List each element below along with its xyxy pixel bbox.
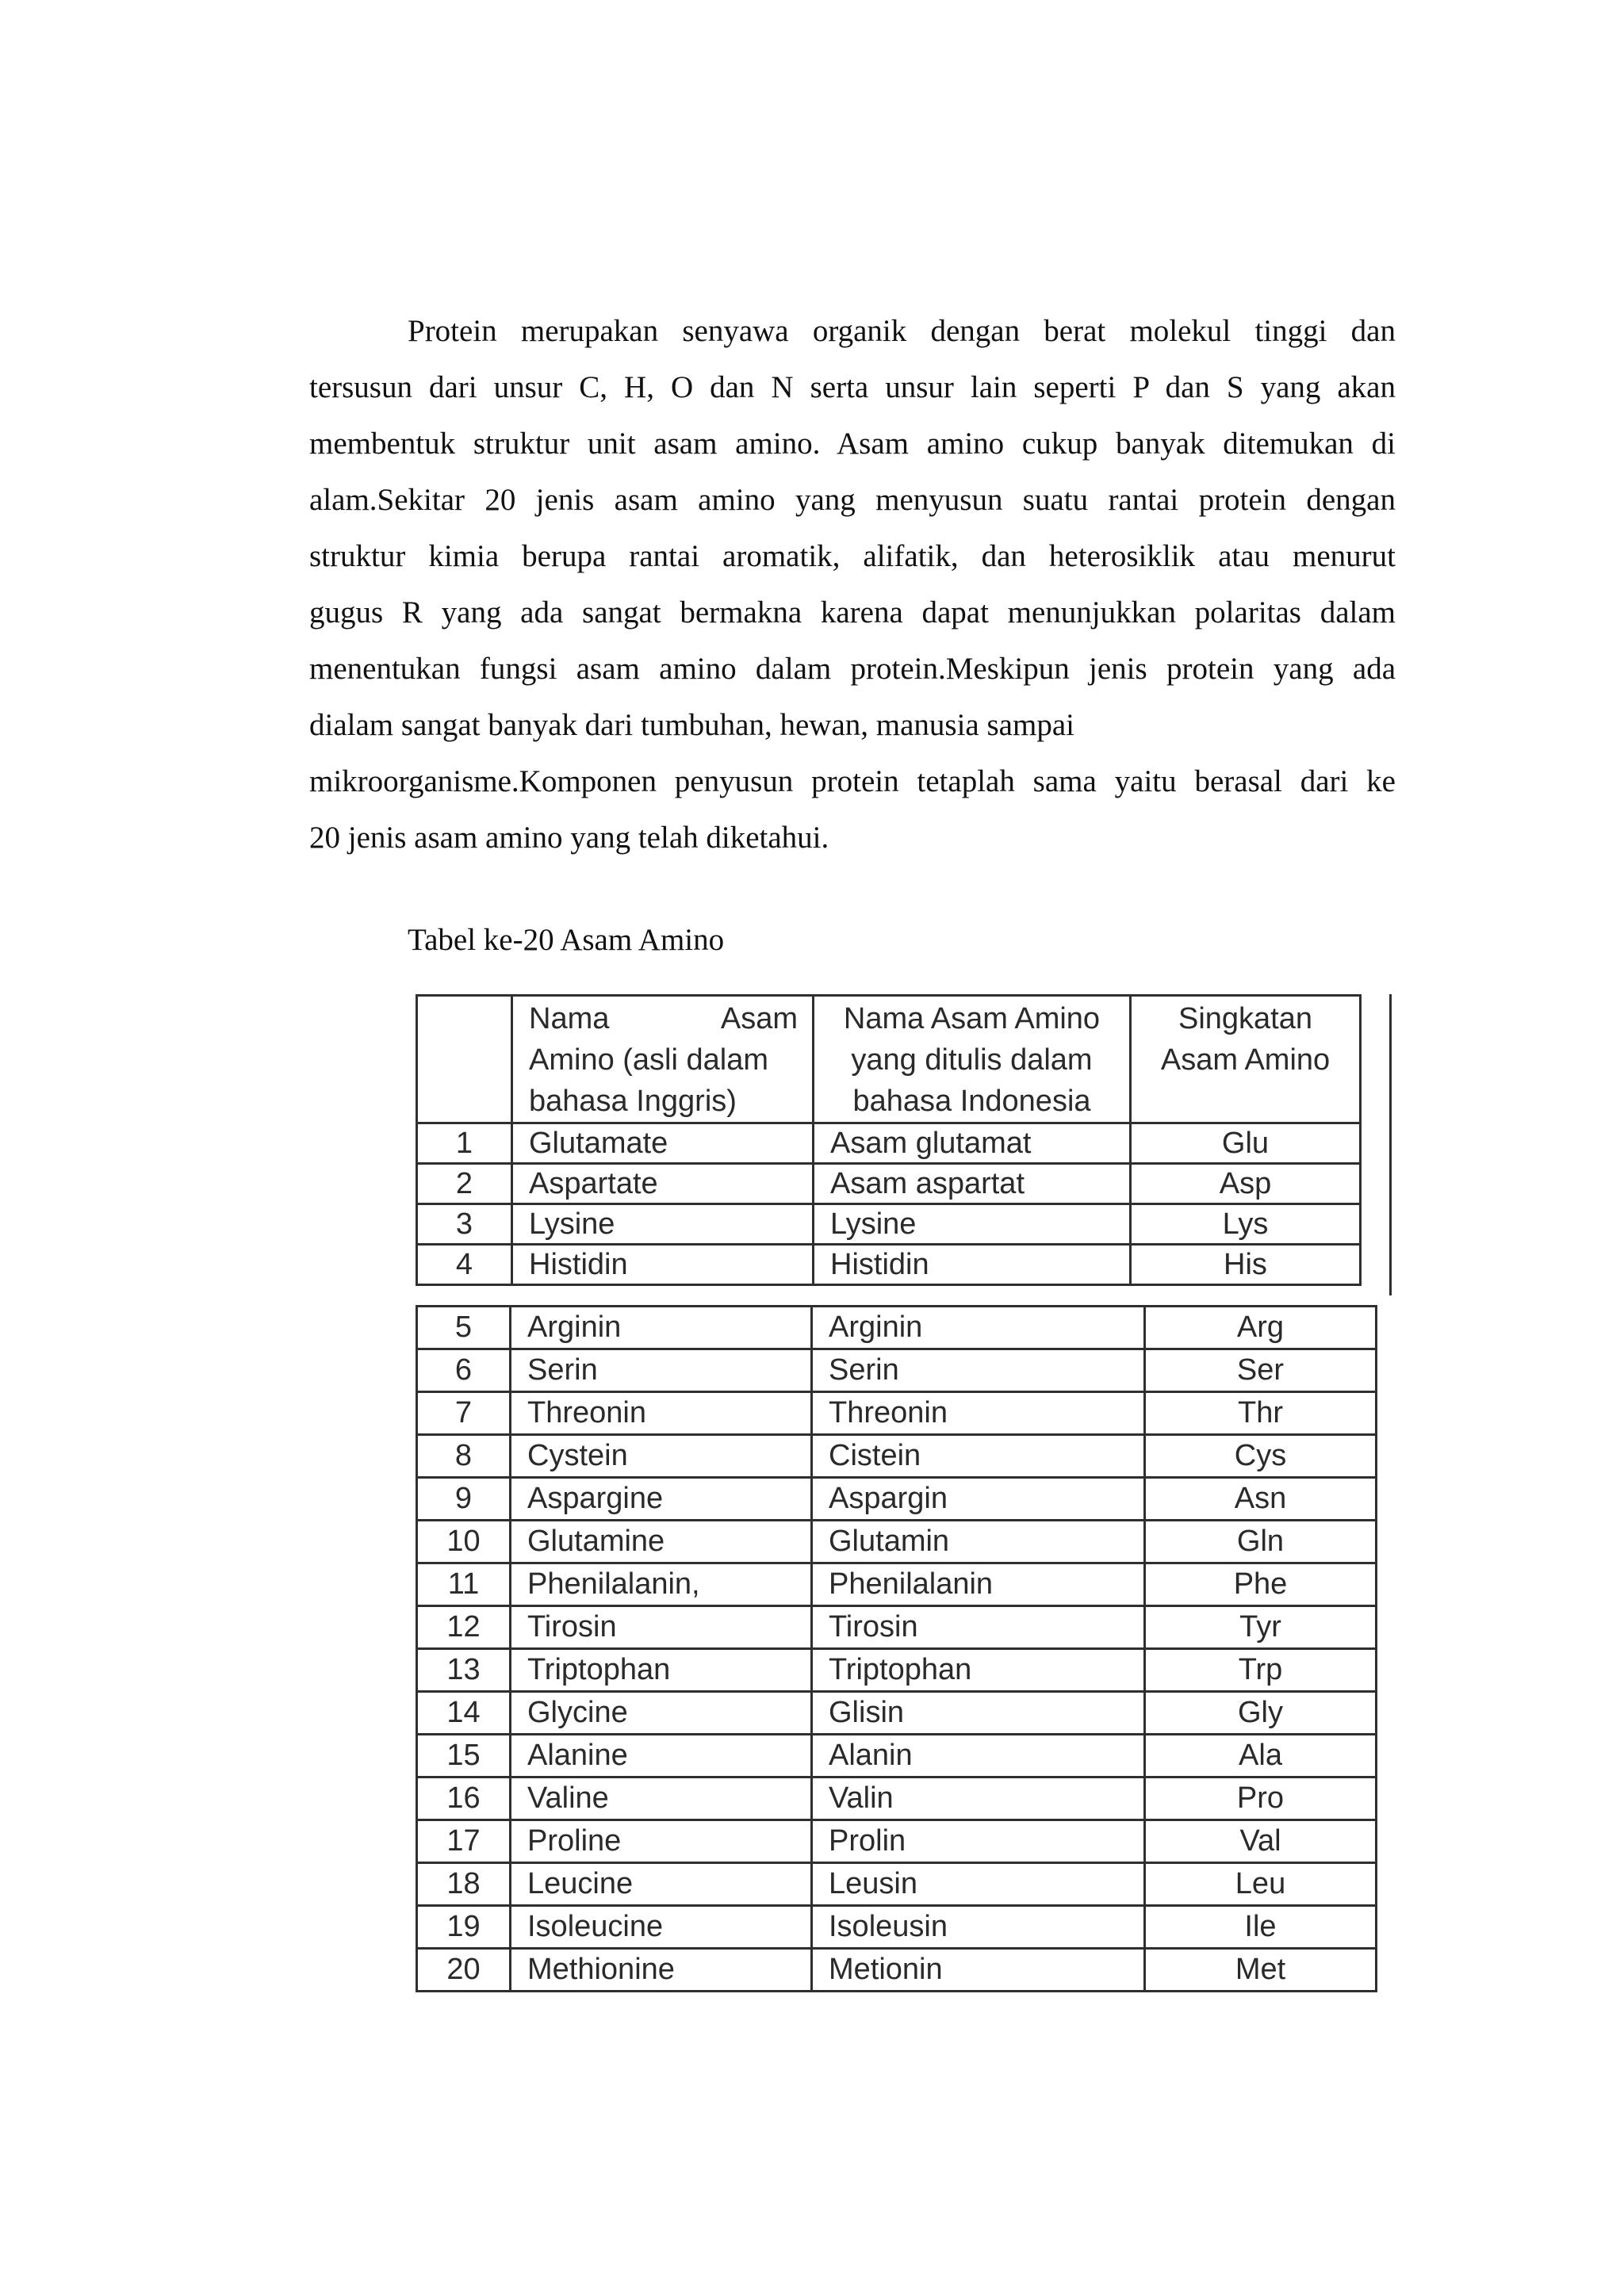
cell-indonesian-name: Isoleusin (812, 1906, 1145, 1949)
cell-indonesian-name: Metionin (812, 1949, 1145, 1992)
cell-number: 8 (417, 1435, 511, 1478)
cell-number: 4 (417, 1245, 512, 1285)
paragraph-line: gugus R yang ada sangat bermakna karena dapat menunjukkan polaritas dalam (309, 595, 1396, 629)
cell-english-name: Methionine (511, 1949, 812, 1992)
cell-abbreviation: Cys (1145, 1435, 1377, 1478)
cell-english-name: Proline (511, 1820, 812, 1863)
cell-indonesian-name: Phenilalanin (812, 1563, 1145, 1606)
table-row (417, 1478, 1377, 1521)
header-line: Singkatan (1178, 1002, 1312, 1035)
table-row (417, 1563, 1377, 1606)
table-row (417, 1906, 1377, 1949)
cell-abbreviation: Phe (1145, 1563, 1377, 1606)
cell-english-name: Glutamine (511, 1521, 812, 1563)
table-row (417, 1123, 1361, 1164)
amino-acid-table-top (416, 994, 1362, 1286)
cell-abbreviation: His (1131, 1245, 1361, 1285)
cell-abbreviation: Arg (1145, 1307, 1377, 1349)
cell-number: 14 (417, 1692, 511, 1735)
header-line: bahasa Indonesia (852, 1085, 1091, 1118)
cell-number: 15 (417, 1735, 511, 1777)
table-row (417, 1863, 1377, 1906)
cell-abbreviation: Ser (1145, 1349, 1377, 1392)
body-paragraph (309, 303, 1396, 866)
cell-number: 13 (417, 1649, 511, 1692)
table-row (417, 1349, 1377, 1392)
cell-indonesian-name: Leusin (812, 1863, 1145, 1906)
cell-english-name: Glycine (511, 1692, 812, 1735)
header-cell-abbreviation (1131, 996, 1361, 1123)
cell-number: 20 (417, 1949, 511, 1992)
table-row (417, 1164, 1361, 1204)
table-row (417, 1692, 1377, 1735)
cell-abbreviation: Pro (1145, 1777, 1377, 1820)
table-row (417, 1820, 1377, 1863)
header-cell-indonesian-name (814, 996, 1131, 1123)
cell-english-name: Triptophan (511, 1649, 812, 1692)
cell-english-name: Phenilalanin, (511, 1563, 812, 1606)
cell-abbreviation: Trp (1145, 1649, 1377, 1692)
cell-abbreviation: Asn (1145, 1478, 1377, 1521)
paragraph-line: tersusun dari unsur C, H, O dan N serta unsur lain seperti P dan S yang akan (309, 370, 1396, 404)
cell-indonesian-name: Cistein (812, 1435, 1145, 1478)
table-row (417, 1735, 1377, 1777)
paragraph-line: struktur kimia berupa rantai aromatik, alifatik, dan heterosiklik atau menurut (309, 539, 1396, 573)
header-line: Asam Amino (1160, 1043, 1331, 1077)
cell-indonesian-name: Prolin (812, 1820, 1145, 1863)
header-line: Nama Asam (529, 1002, 798, 1035)
cell-english-name: Aspargine (511, 1478, 812, 1521)
paragraph-line: dialam sangat banyak dari tumbuhan, hewan, manusia sampai (309, 708, 1074, 742)
cell-english-name: Alanine (511, 1735, 812, 1777)
cell-abbreviation: Leu (1145, 1863, 1377, 1906)
table-row (417, 1245, 1361, 1285)
cell-abbreviation: Gln (1145, 1521, 1377, 1563)
header-cell-number (417, 996, 512, 1123)
table-row (417, 1521, 1377, 1563)
cell-indonesian-name: Lysine (814, 1204, 1131, 1245)
cell-number: 10 (417, 1521, 511, 1563)
cell-english-name: Histidin (512, 1245, 814, 1285)
table-row (417, 1949, 1377, 1992)
cell-indonesian-name: Glutamin (812, 1521, 1145, 1563)
cell-indonesian-name: Arginin (812, 1307, 1145, 1349)
table-header-row (417, 996, 1361, 1123)
cell-english-name: Cystein (511, 1435, 812, 1478)
cell-abbreviation: Ala (1145, 1735, 1377, 1777)
cell-abbreviation: Asp (1131, 1164, 1361, 1204)
cell-indonesian-name: Valin (812, 1777, 1145, 1820)
cell-english-name: Lysine (512, 1204, 814, 1245)
cell-indonesian-name: Glisin (812, 1692, 1145, 1735)
cell-number: 7 (417, 1392, 511, 1435)
cell-abbreviation: Val (1145, 1820, 1377, 1863)
cell-number: 6 (417, 1349, 511, 1392)
cell-indonesian-name: Threonin (812, 1392, 1145, 1435)
cell-abbreviation: Tyr (1145, 1606, 1377, 1649)
cell-number: 18 (417, 1863, 511, 1906)
paragraph-line: membentuk struktur unit asam amino. Asam amino cukup banyak ditemukan di (309, 427, 1396, 461)
header-line: bahasa Inggris) (529, 1085, 737, 1118)
amino-acid-table-bottom (416, 1305, 1377, 1992)
cell-abbreviation: Lys (1131, 1204, 1361, 1245)
cell-number: 11 (417, 1563, 511, 1606)
cell-number: 19 (417, 1906, 511, 1949)
cell-abbreviation: Ile (1145, 1906, 1377, 1949)
table-row (417, 1307, 1377, 1349)
table-row (417, 1606, 1377, 1649)
paragraph-line: alam.Sekitar 20 jenis asam amino yang menyusun suatu rantai protein dengan (309, 483, 1396, 517)
cell-number: 1 (417, 1123, 512, 1164)
cell-indonesian-name: Histidin (814, 1245, 1131, 1285)
table-row (417, 1392, 1377, 1435)
cell-indonesian-name: Serin (812, 1349, 1145, 1392)
table-row (417, 1435, 1377, 1478)
cell-english-name: Tirosin (511, 1606, 812, 1649)
cell-indonesian-name: Asam glutamat (814, 1123, 1131, 1164)
cell-indonesian-name: Alanin (812, 1735, 1145, 1777)
cell-number: 2 (417, 1164, 512, 1204)
paragraph-line: menentukan fungsi asam amino dalam protein.Meskipun jenis protein yang ada (309, 652, 1396, 686)
cell-english-name: Leucine (511, 1863, 812, 1906)
cell-indonesian-name: Tirosin (812, 1606, 1145, 1649)
table-row (417, 1204, 1361, 1245)
cell-english-name: Valine (511, 1777, 812, 1820)
cell-abbreviation: Thr (1145, 1392, 1377, 1435)
cell-number: 5 (417, 1307, 511, 1349)
header-line: Nama Asam Amino (843, 1002, 1101, 1035)
table-edge-line (1389, 994, 1392, 1295)
cell-english-name: Threonin (511, 1392, 812, 1435)
header-cell-english-name (512, 996, 814, 1123)
cell-indonesian-name: Triptophan (812, 1649, 1145, 1692)
cell-english-name: Serin (511, 1349, 812, 1392)
cell-indonesian-name: Aspargin (812, 1478, 1145, 1521)
header-line: yang ditulis dalam (851, 1043, 1093, 1077)
cell-indonesian-name: Asam aspartat (814, 1164, 1131, 1204)
table-row (417, 1777, 1377, 1820)
cell-number: 16 (417, 1777, 511, 1820)
paragraph-line: mikroorganisme.Komponen penyusun protein tetaplah sama yaitu berasal dari ke (309, 764, 1396, 798)
cell-english-name: Arginin (511, 1307, 812, 1349)
table-caption: Tabel ke-20 Asam Amino (408, 923, 725, 957)
cell-english-name: Glutamate (512, 1123, 814, 1164)
cell-english-name: Aspartate (512, 1164, 814, 1204)
paragraph-line: Protein merupakan senyawa organik dengan berat molekul tinggi dan (408, 314, 1396, 348)
paragraph-line: 20 jenis asam amino yang telah diketahui. (309, 821, 829, 855)
cell-abbreviation: Glu (1131, 1123, 1361, 1164)
cell-number: 3 (417, 1204, 512, 1245)
cell-number: 12 (417, 1606, 511, 1649)
cell-english-name: Isoleucine (511, 1906, 812, 1949)
cell-number: 17 (417, 1820, 511, 1863)
header-line: Amino (asli dalam (529, 1043, 768, 1077)
table-row (417, 1649, 1377, 1692)
cell-abbreviation: Gly (1145, 1692, 1377, 1735)
cell-number: 9 (417, 1478, 511, 1521)
cell-abbreviation: Met (1145, 1949, 1377, 1992)
